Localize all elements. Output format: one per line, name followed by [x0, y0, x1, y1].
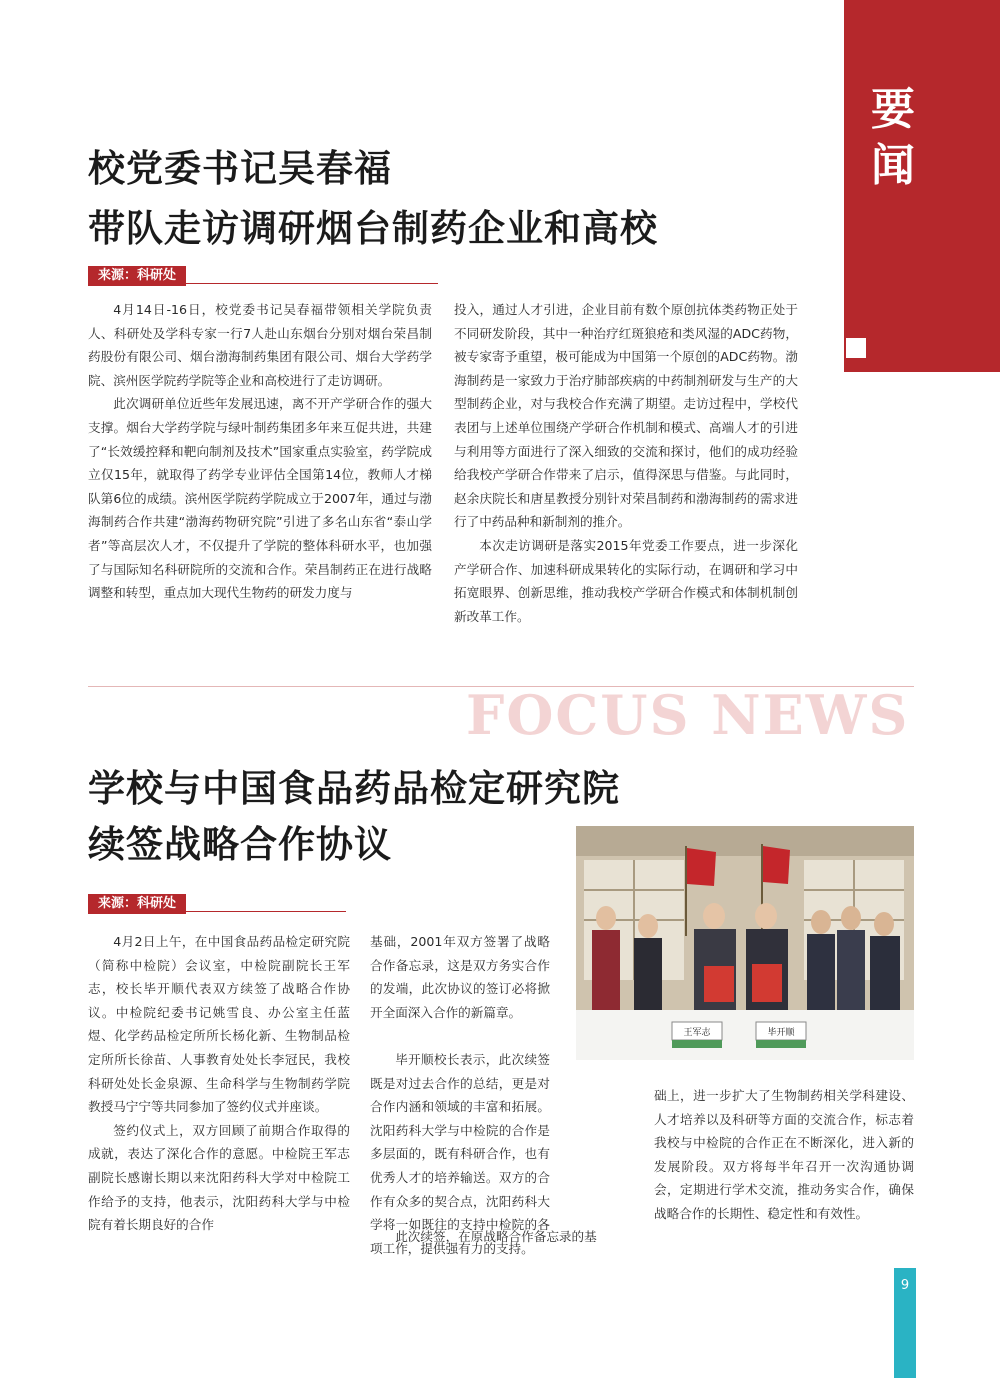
section-label: 要闻: [871, 84, 915, 191]
article1-title-line1: 校党委书记吴春福: [88, 146, 392, 190]
focus-news-watermark: FOCUS NEWS: [466, 683, 910, 747]
article1-source: 来源：科研处: [88, 266, 186, 286]
nameplate-right: 毕开顺: [767, 1028, 795, 1038]
article1-paragraph: 投入，通过人才引进，企业目前有数个原创抗体类药物正处于不同研发阶段，其中一种治疗红斑狼疮和类风湿的ADC药物，被专家寄予重望，极可能成为中国第一个原创的ADC药物。渤海制药是一家致力于治疗肺部疾病的中药制剂研发与生产的大型制药企业，对与我校合作充满了期望。走访过程中，学校代表团与上述单位围绕产学研合作机制和模式、高端人才的引进与利用等方面进行了深入细致的交流和探讨，他们的成功经验给我校产学研合作带来了启示，值得深思与借鉴。与此同时，赵余庆院长和唐星教授分别针对荣昌制药和渤海制药的需求进行了中药品种和新制剂的推介。: [454, 302, 798, 530]
article1-paragraph: 此次调研单位近些年发展迅速，离不开产学研合作的强大支撑。烟台大学药学院与绿叶制药集团多年来互促共进，共建了“长效缓控释和靶向制剂及技术”国家重点实验室，药学院成立仅15年，就取得了药学专业评估全国第14位，教师人才梯队第6位的成绩。滨州医学院药学院成立于2007年，通过与渤海制药合作共建“渤海药物研究院”引进了多名山东省“泰山学者”等高层次人才，不仅提升了学院的整体科研水平，也加强了与国际知名科研院所的交流和合作。荣昌制药正在进行战略调整和转型，重点加大现代生物药的研发力度与: [88, 396, 432, 601]
article1-source-bar: [88, 264, 438, 284]
page-number: 9: [900, 1278, 910, 1293]
article2-title-line1: 学校与中国食品药品检定研究院: [88, 766, 620, 810]
article2-col3: [654, 1084, 914, 1226]
article2-paragraph: 础上，进一步扩大了生物制药相关学科建设、人才培养以及科研等方面的交流合作，标志着我校与中检院的合作正在不断深化，进入新的发展阶段。双方将每半年召开一次沟通协调会，定期进行学术交流，推动务实合作，确保战略合作的长期性、稳定性和有效性。: [654, 1088, 914, 1221]
article2-paragraph: 毕开顺校长表示，此次续签既是对过去合作的总结，更是对合作内涵和领域的丰富和拓展。沈阳药科大学与中检院的合作是多层面的，既有科研合作，也有优秀人才的培养输送。双方的合作有众多的契合点，沈阳药科大学将一如既往的支持中检院的各项工作，提供强有力的支持。: [370, 1052, 550, 1256]
article2-paragraph: 签约仪式上，双方回顾了前期合作取得的成就，表达了深化合作的意愿。中检院王军志副院长感谢长期以来沈阳药科大学对中检院工作给予的支持，他表示，沈阳药科大学与中检院有着长期良好的合作: [88, 1122, 350, 1233]
article2-paragraph: 此次续签，在原战略合作备忘录的基: [395, 1229, 597, 1244]
article2-source-bar: [88, 892, 346, 912]
article2-col2-top: [370, 930, 550, 1024]
article2-title-line2: 续签战略合作协议: [88, 822, 392, 866]
article2-col2-bottom: [370, 1225, 632, 1249]
signing-ceremony-photo: [576, 826, 914, 1060]
article1-title-line2: 带队走访调研烟台制药企业和高校: [88, 206, 658, 250]
article2-paragraph: 基础，2001年双方签署了战略合作备忘录，这是双方务实合作的发端，此次协议的签订必将掀开全面深入合作的新篇章。: [370, 934, 550, 1020]
article1-paragraph: 4月14日-16日，校党委书记吴春福带领相关学院负责人、科研处及学科专家一行7人赴山东烟台分别对烟台荣昌制药股份有限公司、烟台渤海制药集团有限公司、烟台大学药学院、滨州医学院药学院等企业和高校进行了走访调研。: [88, 302, 432, 388]
article1-paragraph: 本次走访调研是落实2015年党委工作要点，进一步深化产学研合作、加速科研成果转化的实际行动，在调研和学习中拓宽眼界、创新思维，推动我校产学研合作模式和体制机制创新改革工作。: [454, 537, 798, 624]
article1-col1: [88, 298, 432, 605]
article1-col2: [454, 298, 798, 628]
article2-col1: [88, 930, 350, 1237]
article2-source: 来源：科研处: [88, 894, 186, 914]
nameplate-left: 王军志: [683, 1028, 711, 1038]
section-tab-square: [846, 338, 866, 358]
article2-paragraph: 4月2日上午，在中国食品药品检定研究院（简称中检院）会议室，中检院副院长王军志，校长毕开顺代表双方续签了战略合作协议。中检院纪委书记姚雪良、办公室主任蓝煜、化学药品检定所所长杨化新、生物制品检定所所长徐苗、人事教育处处长李冠民，我校科研处处长金泉源、生命科学与生物制药学院教授马宁宁等共同参加了签约仪式并座谈。: [88, 934, 350, 1115]
